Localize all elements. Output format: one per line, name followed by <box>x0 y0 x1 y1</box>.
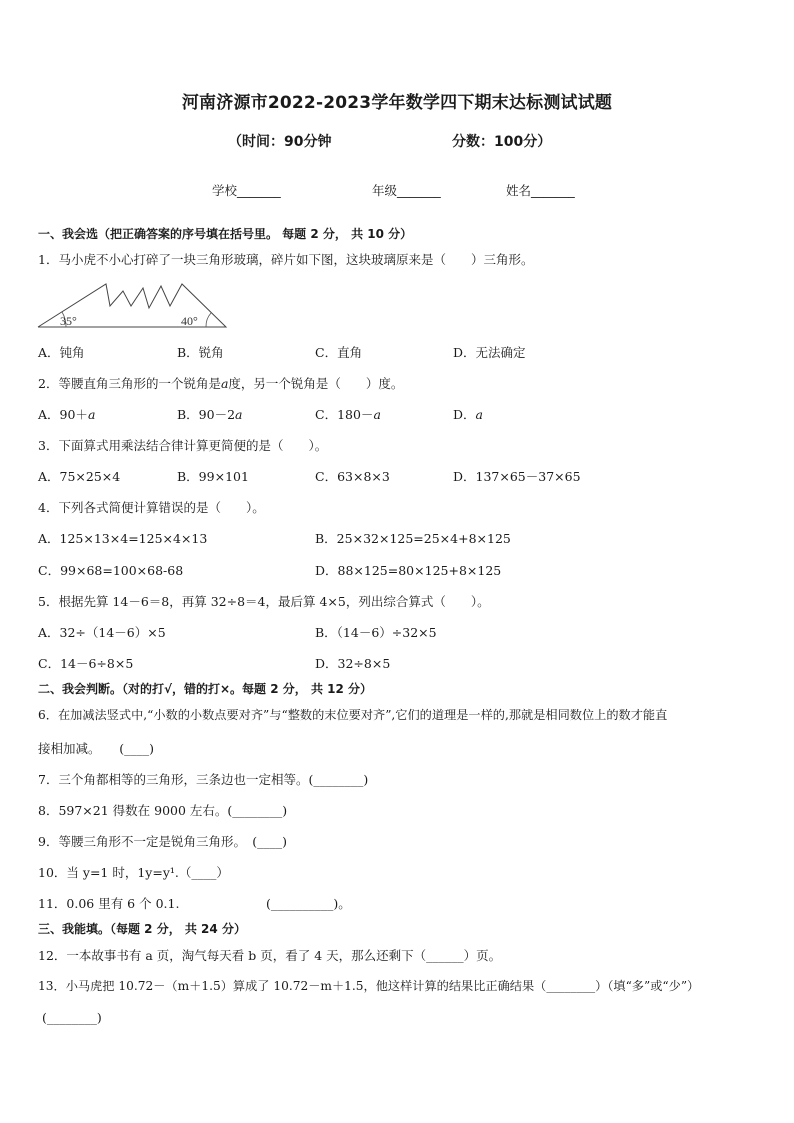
name-field: 姓名_______ <box>506 183 575 198</box>
option-d: D．88×125=80×125+8×125 <box>315 563 502 578</box>
option-a: A．32÷（14－6）×5 <box>38 625 166 640</box>
question-stem: 9．等腰三角形不一定是锐角三角形。 (____) <box>38 834 287 849</box>
option-a: A．75×25×4 <box>38 469 121 484</box>
option-c: C．14－6÷8×5 <box>38 656 134 671</box>
exam-score: 分数：100分） <box>452 134 552 150</box>
question-stem-continued: (________) <box>42 1010 102 1025</box>
question-stem: 10．当 y=1 时，1y=y¹.（____） <box>38 865 229 880</box>
question-stem: 4．下列各式简便计算错误的是（ ）。 <box>38 500 265 515</box>
option-d: D．无法确定 <box>453 345 526 360</box>
angle-label-right: 40° <box>181 314 198 328</box>
question-stem: 13．小马虎把 10.72－（m＋1.5）算成了 10.72－m＋1.5，他这样计算的结果比正确结果（________）（填“多”或“少”） <box>38 979 700 993</box>
variable: a <box>235 407 243 422</box>
option-c: C．63×8×3 <box>315 469 390 484</box>
option-c <box>315 405 381 423</box>
option-b: B．锐角 <box>177 345 224 360</box>
option-d: D．137×65－37×65 <box>453 469 581 484</box>
option-text: C．180－ <box>315 407 374 422</box>
option-a <box>38 405 95 423</box>
question-stem: 6．在加减法竖式中,“小数的小数点要对齐”与“整数的末位要对齐”,它们的道理是一样的,那就是相同数位上的数才能直 <box>38 708 668 722</box>
section-heading: 二、我会判断。（对的打√，错的打×。每题 2 分， 共 12 分） <box>38 682 372 696</box>
page-title: 河南济源市2022-2023学年数学四下期末达标测试试题 <box>181 93 613 113</box>
option-b: B．25×32×125=25×4+8×125 <box>315 531 511 546</box>
broken-triangle-figure <box>36 280 228 332</box>
question-stem-continued: 接相加减。 (____) <box>38 741 155 756</box>
option-text: D． <box>453 407 476 422</box>
question-stem <box>38 374 403 392</box>
option-d <box>453 405 483 423</box>
stem-text: 2．等腰直角三角形的一个锐角是 <box>38 376 221 391</box>
section-heading: 三、我能填。（每题 2 分， 共 24 分） <box>38 922 246 936</box>
option-a: A．钝角 <box>38 345 85 360</box>
option-b: B．99×101 <box>177 469 249 484</box>
option-a: A．125×13×4=125×4×13 <box>38 531 208 546</box>
question-stem: 5．根据先算 14－6＝8，再算 32÷8＝4，最后算 4×5，列出综合算式（ ）。 <box>38 594 490 609</box>
option-text: B．90－2 <box>177 407 236 422</box>
grade-field: 年级_______ <box>372 183 441 198</box>
option-text: A．90＋ <box>38 407 88 422</box>
school-field: 学校_______ <box>212 183 281 198</box>
answer-blank: (__________)。 <box>266 896 351 911</box>
option-b <box>177 405 243 423</box>
question-stem: 7．三个角都相等的三角形，三条边也一定相等。(________) <box>38 772 369 787</box>
option-c: C．99×68=100×68-68 <box>38 563 184 578</box>
option-d: D．32÷8×5 <box>315 656 391 671</box>
angle-arc-right <box>206 313 211 327</box>
variable: a <box>475 407 483 422</box>
stem-text: 度，另一个锐角是（ ）度。 <box>228 376 404 391</box>
question-stem: 12．一本故事书有 a 页，淘气每天看 b 页，看了 4 天，那么还剩下（______）页。 <box>38 948 502 963</box>
question-stem: 1．马小虎不小心打碎了一块三角形玻璃，碎片如下图，这块玻璃原来是（ ）三角形。 <box>38 252 534 267</box>
exam-time: （时间：90分钟 <box>228 134 332 150</box>
question-stem: 3．下面算式用乘法结合律计算更简便的是（ ）。 <box>38 438 328 453</box>
option-c: C．直角 <box>315 345 363 360</box>
angle-label-left: 35° <box>60 314 77 328</box>
question-stem: 8．597×21 得数在 9000 左右。(________) <box>38 803 288 818</box>
variable: a <box>220 376 229 391</box>
variable: a <box>87 407 96 422</box>
variable: a <box>373 407 381 422</box>
question-stem: 11．0.06 里有 6 个 0.1. <box>38 896 180 911</box>
section-heading: 一、我会选（把正确答案的序号填在括号里。 每题 2 分， 共 10 分） <box>38 227 413 241</box>
option-b: B．（14－6）÷32×5 <box>315 625 437 640</box>
